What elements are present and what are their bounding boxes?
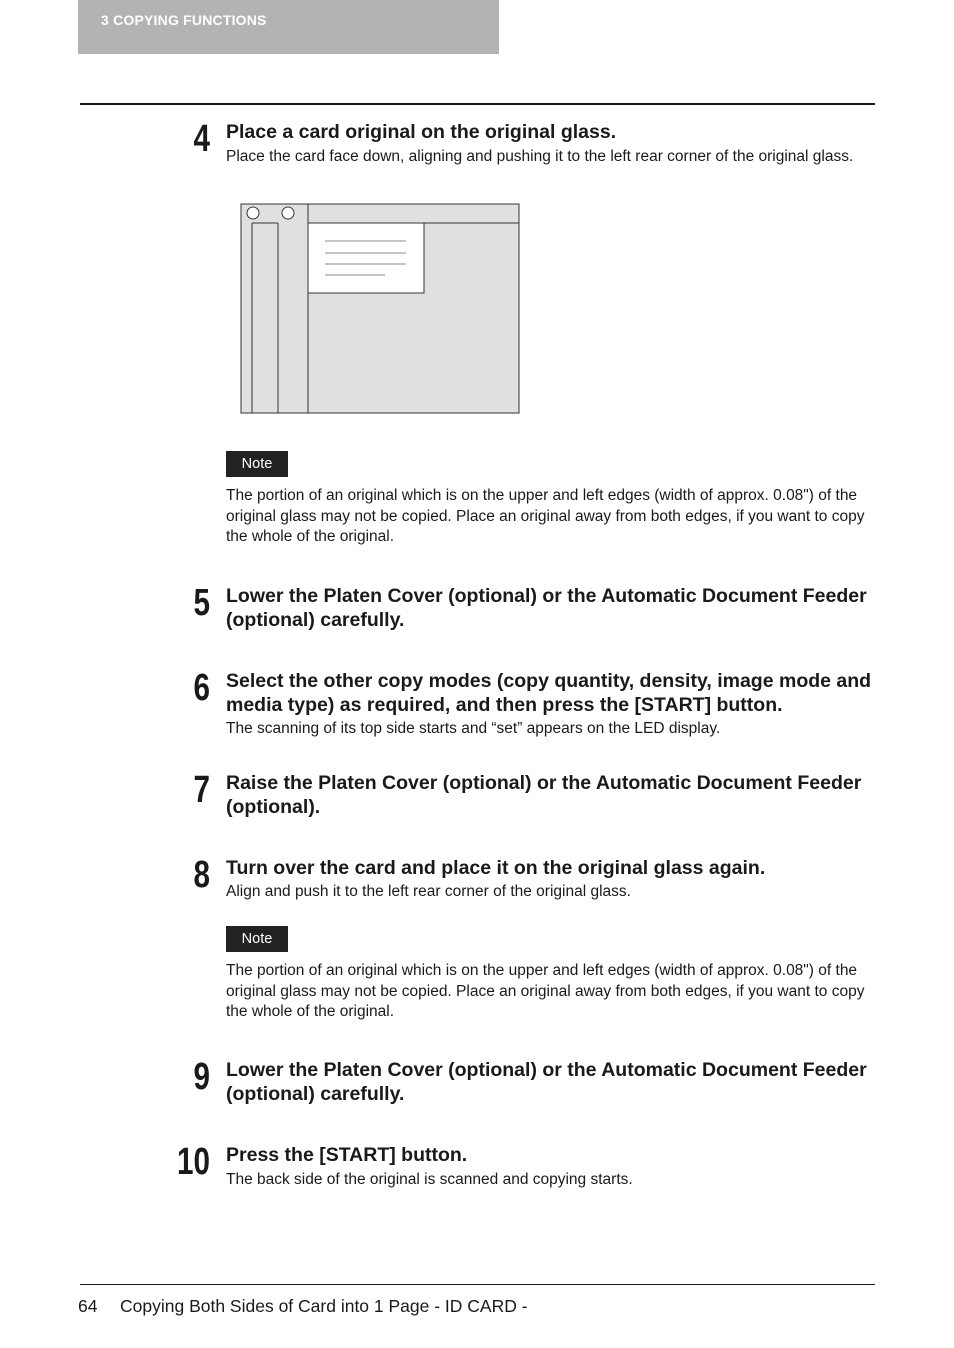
footer-title: Copying Both Sides of Card into 1 Page - ID CARD - <box>120 1296 528 1316</box>
step-title: Select the other copy modes (copy quantity, density, image mode and media type) as required, and then press the [START] button. <box>226 670 872 716</box>
step-number: 10 <box>177 1141 210 1183</box>
note-badge: Note <box>226 926 288 952</box>
step-number: 5 <box>193 582 210 624</box>
step-title: Raise the Platen Cover (optional) or the Automatic Document Feeder (optional). <box>226 772 862 818</box>
glass-marker-icon <box>282 207 294 219</box>
step-description: Align and push it to the left rear corner of the original glass. <box>226 883 631 900</box>
step-number: 8 <box>193 854 210 896</box>
glass-marker-icon <box>247 207 259 219</box>
original-glass-illustration <box>240 203 522 415</box>
footer-rule <box>80 1284 875 1285</box>
step-number: 6 <box>193 667 210 709</box>
header-rule <box>80 103 875 105</box>
step-title: Turn over the card and place it on the original glass again. <box>226 857 766 879</box>
step-number: 4 <box>193 118 210 160</box>
card-original <box>308 223 424 293</box>
step-number: 9 <box>193 1056 210 1098</box>
note-text: The portion of an original which is on the upper and left edges (width of approx. 0.08") of the original glass may not be copied. Place an original away from both edges, if you want to copy the whole of the original. <box>226 487 865 545</box>
step-description: Place the card face down, aligning and pushing it to the left rear corner of the original glass. <box>226 148 854 165</box>
step-title: Place a card original on the original glass. <box>226 121 617 143</box>
chapter-title: 3 COPYING FUNCTIONS <box>101 12 267 28</box>
note-text: The portion of an original which is on the upper and left edges (width of approx. 0.08") of the original glass may not be copied. Place an original away from both edges, if you want to copy the whole of the original. <box>226 962 865 1020</box>
step-title: Lower the Platen Cover (optional) or the Automatic Document Feeder (optional) carefully. <box>226 1059 867 1105</box>
step-title: Lower the Platen Cover (optional) or the Automatic Document Feeder (optional) carefully. <box>226 585 867 631</box>
note-badge: Note <box>226 451 288 477</box>
step-description: The scanning of its top side starts and “set” appears on the LED display. <box>226 720 721 737</box>
page-number: 64 <box>78 1296 98 1316</box>
chapter-tab <box>78 0 499 54</box>
step-title: Press the [START] button. <box>226 1144 468 1166</box>
step-number: 7 <box>193 769 210 811</box>
step-description: The back side of the original is scanned and copying starts. <box>226 1171 633 1188</box>
